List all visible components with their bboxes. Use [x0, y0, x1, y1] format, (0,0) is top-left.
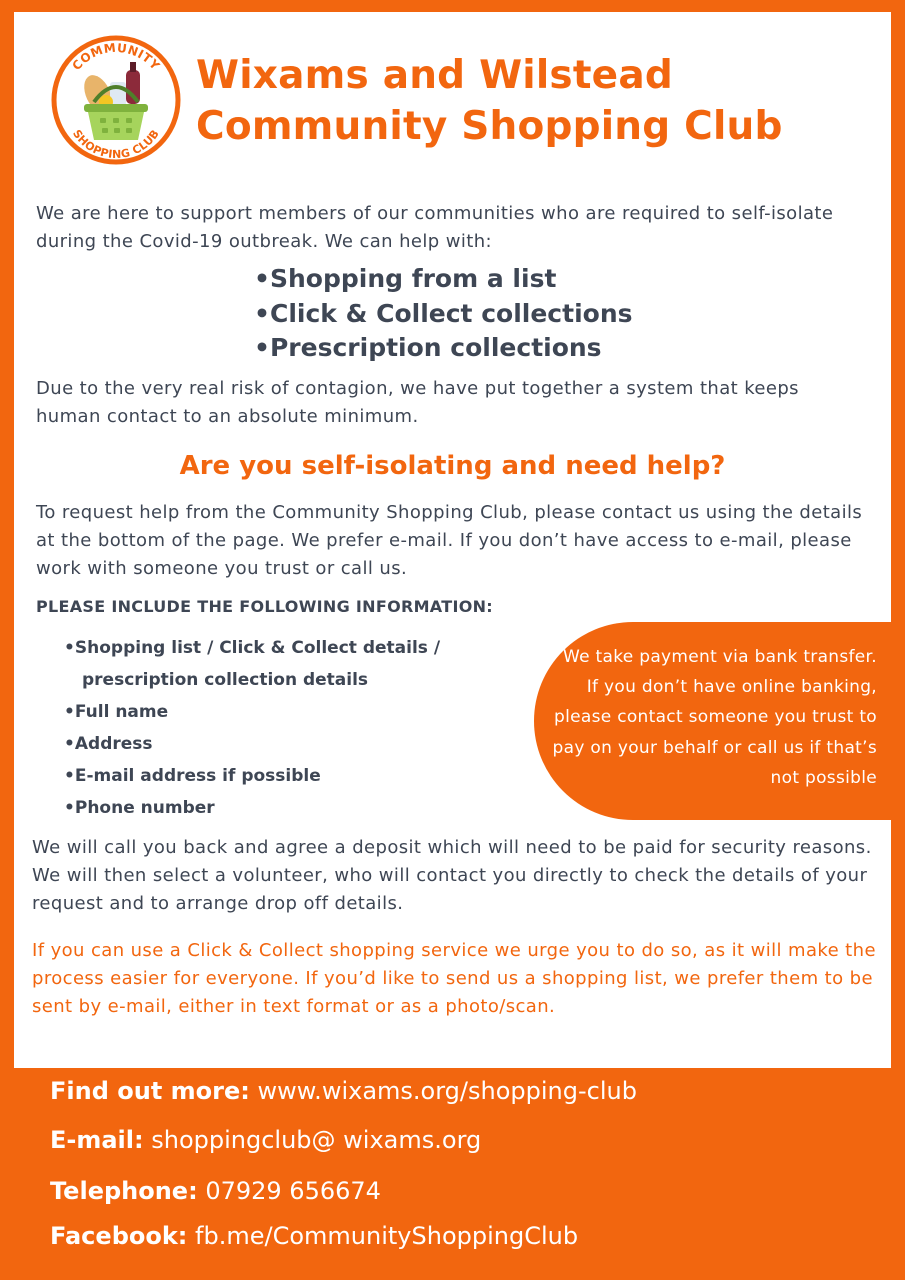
contact-facebook: [50, 1222, 578, 1250]
section-heading: Are you self-isolating and need help?: [179, 451, 726, 481]
list-item: • Shopping list / Click & Collect details / prescription collection details: [64, 632, 534, 696]
phone-number[interactable]: 07929 656674: [205, 1177, 381, 1205]
contact-label: Find out more:: [50, 1077, 250, 1105]
list-item: • Address: [64, 728, 534, 760]
payment-note: We take payment via bank transfer. If you don’t have online banking, please contact someone you trust to pay on your behalf or call us if that’s not possible: [552, 647, 877, 788]
callback-paragraph: We will call you back and agree a deposit which will need to be paid for security reasons. We will then select a volunteer, who will contact you directly to check the details of your request and to arrange drop off details.: [32, 837, 872, 914]
website-link[interactable]: www.wixams.org/shopping-club: [257, 1077, 637, 1105]
contact-label: Facebook:: [50, 1222, 188, 1250]
include-info-heading: PLEASE INCLUDE THE FOLLOWING INFORMATION:: [36, 597, 494, 616]
service-item: • Shopping from a list: [254, 262, 633, 297]
service-item: • Prescription collections: [254, 331, 633, 366]
logo-bottom-text: SHOPPING CLUB: [70, 127, 162, 162]
payment-callout: [534, 622, 891, 820]
contact-label: Telephone:: [50, 1177, 198, 1205]
community-shopping-club-logo: [48, 32, 184, 168]
title-line-1: Wixams and Wilstead: [196, 53, 673, 98]
page-title: [196, 50, 783, 152]
intro-paragraph: We are here to support members of our communities who are required to self-isolate during the Covid-19 outbreak. We can help with:: [36, 203, 834, 252]
list-item: • Phone number: [64, 792, 534, 824]
contact-website: [50, 1077, 637, 1105]
list-item: • E-mail address if possible: [64, 760, 534, 792]
services-list: [254, 262, 633, 366]
email-link[interactable]: shoppingclub@ wixams.org: [151, 1126, 482, 1154]
click-collect-note: If you can use a Click & Collect shopping service we urge you to do so, as it will make the process easier for everyone. If you’d like to send us a shopping list, we prefer them to be sent by e-mail, either in text format or as a photo/scan.: [32, 940, 876, 1017]
contact-phone: [50, 1177, 381, 1205]
required-info-list: [64, 632, 534, 824]
flyer-card: [14, 12, 891, 1068]
request-paragraph: To request help from the Community Shopping Club, please contact us using the details at the bottom of the page. We prefer e-mail. If you don’t have access to e-mail, please work with someone you trust or call us.: [36, 502, 863, 579]
shopping-basket-icon: [79, 62, 148, 140]
risk-paragraph: Due to the very real risk of contagion, we have put together a system that keeps human contact to an absolute minimum.: [36, 378, 799, 427]
facebook-link[interactable]: fb.me/CommunityShoppingClub: [195, 1222, 579, 1250]
contact-label: E-mail:: [50, 1126, 144, 1154]
list-item: • Full name: [64, 696, 534, 728]
service-item: • Click & Collect collections: [254, 297, 633, 332]
title-line-2: Community Shopping Club: [196, 104, 783, 149]
logo-top-text: COMMUNITY: [69, 40, 163, 73]
contact-email: [50, 1126, 481, 1154]
